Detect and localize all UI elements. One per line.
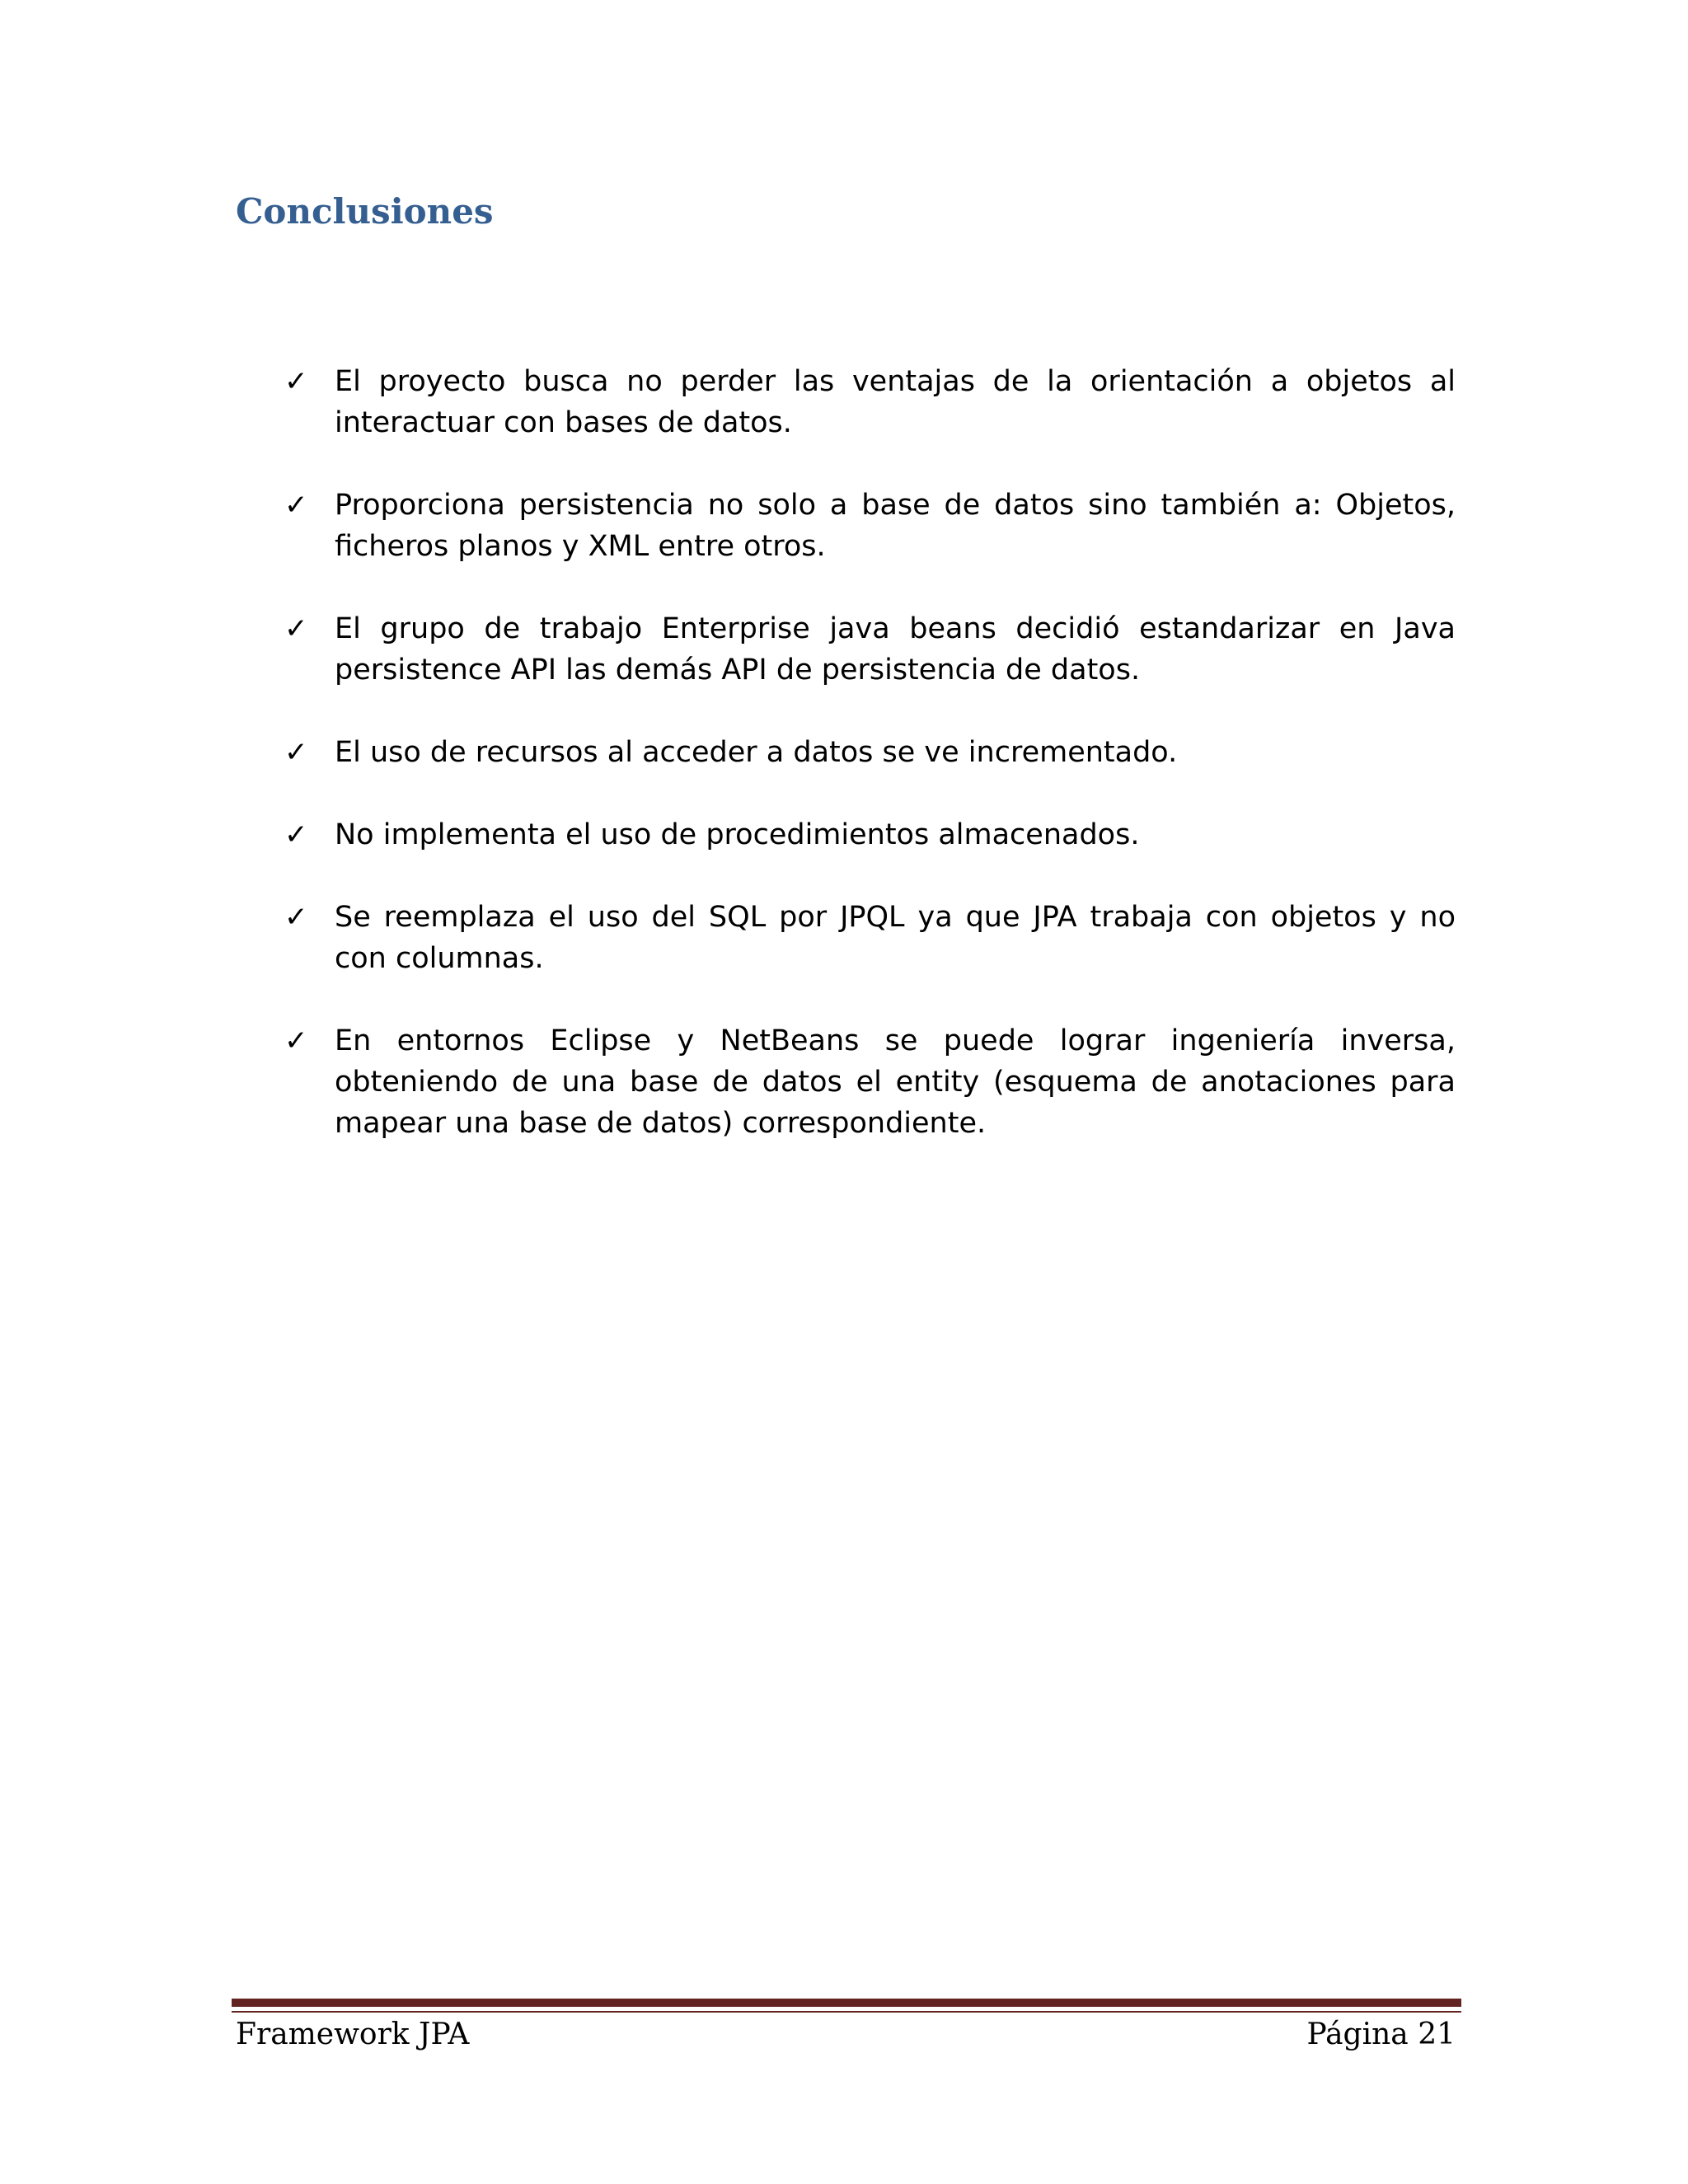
list-item-text: El grupo de trabajo Enterprise java beans decidió estandarizar en Java persistence API las demás API de persistencia de datos. xyxy=(335,612,1456,687)
check-mark-icon: ✓ xyxy=(284,365,308,398)
list-item-text: El proyecto busca no perder las ventajas de la orientación a objetos al interactuar con bases de datos. xyxy=(335,365,1456,439)
list-item xyxy=(0,608,1688,691)
check-mark-icon: ✓ xyxy=(284,489,308,522)
list-item-text: En entornos Eclipse y NetBeans se puede lograr ingeniería inversa, obteniendo de una base de datos el entity (esquema de anotaciones para mapear una base de datos) correspondiente. xyxy=(335,1024,1456,1140)
footer-divider xyxy=(232,1999,1461,2007)
list-item xyxy=(0,732,1688,773)
list-item-text: No implementa el uso de procedimientos almacenados. xyxy=(335,818,1140,851)
footer-page-number: Página 21 xyxy=(1306,2018,1456,2051)
check-mark-icon: ✓ xyxy=(284,818,308,851)
list-item xyxy=(0,361,1688,443)
list-item xyxy=(0,1020,1688,1144)
list-item-text: Proporciona persistencia no solo a base de datos sino también a: Objetos, ficheros planos y XML entre otros. xyxy=(335,489,1456,563)
page-title: Conclusiones xyxy=(236,191,494,232)
check-mark-icon: ✓ xyxy=(284,901,308,934)
footer-divider-thin xyxy=(232,2011,1461,2013)
list-item-text: Se reemplaza el uso del SQL por JPQL ya que JPA trabaja con objetos y no con columnas. xyxy=(335,901,1456,975)
footer-document-title: Framework JPA xyxy=(236,2018,470,2051)
list-item xyxy=(0,814,1688,855)
list-item xyxy=(0,897,1688,979)
check-mark-icon: ✓ xyxy=(284,736,308,769)
check-mark-icon: ✓ xyxy=(284,612,308,645)
check-mark-icon: ✓ xyxy=(284,1024,308,1057)
list-item xyxy=(0,485,1688,567)
conclusions-list xyxy=(0,361,1688,1185)
list-item-text: El uso de recursos al acceder a datos se ve incrementado. xyxy=(335,736,1178,769)
